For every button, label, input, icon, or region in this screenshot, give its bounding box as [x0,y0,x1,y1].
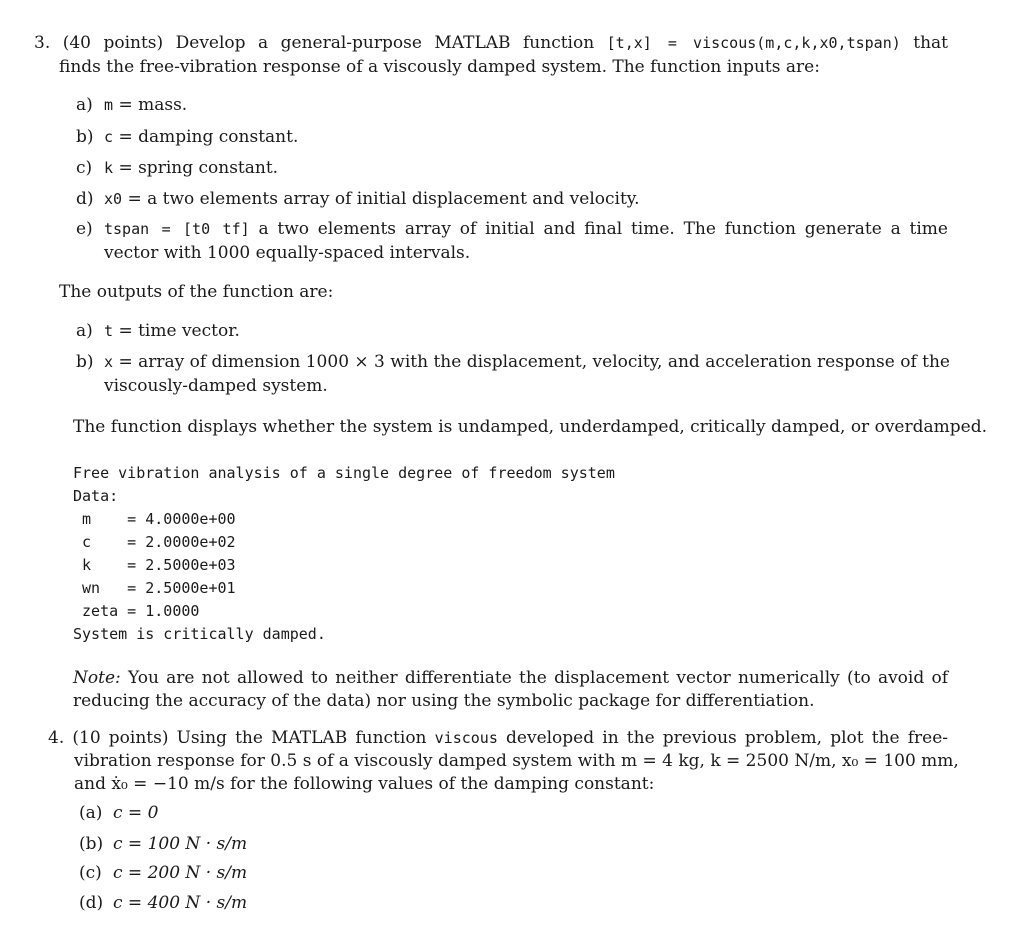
code-line-8: System is critically damped. [73,625,326,643]
code-line-6: wn = 2.5000e+01 [73,579,236,597]
q3-that: that [913,33,948,53]
code-line-1: Free vibration analysis of a single degree of freedom system [73,464,615,482]
q4-line3: and ẋ₀ = −10 m/s for the following values of the damping constant: [74,774,655,794]
q4-line1: 4. (10 points) Using the MATLAB function viscous developed in the previous problem, plot the free- [48,728,948,748]
q4-case-a: (a) c = 0 [79,803,159,823]
code-line-7: zeta = 1.0000 [73,602,200,620]
q3-output-b-cont: viscously-damped system. [104,376,328,396]
q3-input-a: a) m = mass. [76,95,188,115]
q4-case-d: (d) c = 400 N · s/m [79,893,248,913]
q3-line1 [34,32,948,55]
q4-number: 4. [48,728,65,748]
q3-outputs-heading: The outputs of the function are: [59,282,334,302]
q4-line2: vibration response for 0.5 s of a viscously damped system with m = 4 kg, k = 2500 N/m, x₀ = 100 mm, [74,751,959,771]
code-line-3: m = 4.0000e+00 [73,510,236,528]
q3-input-e: e) tspan = [t0 tf] a two elements array of initial and final time. The function generate a time [76,219,948,239]
q3-intro: Develop a general-purpose MATLAB function [175,33,595,53]
q3-input-d: d) x0 = a two elements array of initial displacement and velocity. [76,189,640,209]
q3-note-cont: reducing the accuracy of the data) nor using the symbolic package for differentiation. [73,691,815,711]
q3-output-b: b) x = array of dimension 1000 × 3 with the displacement, velocity, and acceleration response of the [76,352,950,372]
q4-case-b: (b) c = 100 N · s/m [79,834,248,854]
q3-signature: [t,x] = viscous(m,c,k,x0,tspan) [606,34,901,52]
q3-note: Note: You are not allowed to neither differentiate the displacement vector numerically (to avoid of [73,668,949,688]
q3-display-note: The function displays whether the system is undamped, underdamped, critically damped, or overdamped. [73,417,987,437]
q4-func: viscous [434,729,498,747]
q3-line2: finds the free-vibration response of a viscously damped system. The function inputs are: [59,57,820,77]
q3-input-b: b) c = damping constant. [76,127,299,147]
q3-points: (40 points) [62,33,164,53]
q3-input-e-cont: vector with 1000 equally-spaced intervals. [104,243,471,263]
q3-input-c: c) k = spring constant. [76,158,279,178]
code-line-5: k = 2.5000e+03 [73,556,236,574]
q4-case-c: (c) c = 200 N · s/m [79,863,248,883]
code-line-4: c = 2.0000e+02 [73,533,236,551]
q3-output-a: a) t = time vector. [76,321,240,341]
code-line-2: Data: [73,487,119,505]
q3-number: 3. [34,33,51,53]
